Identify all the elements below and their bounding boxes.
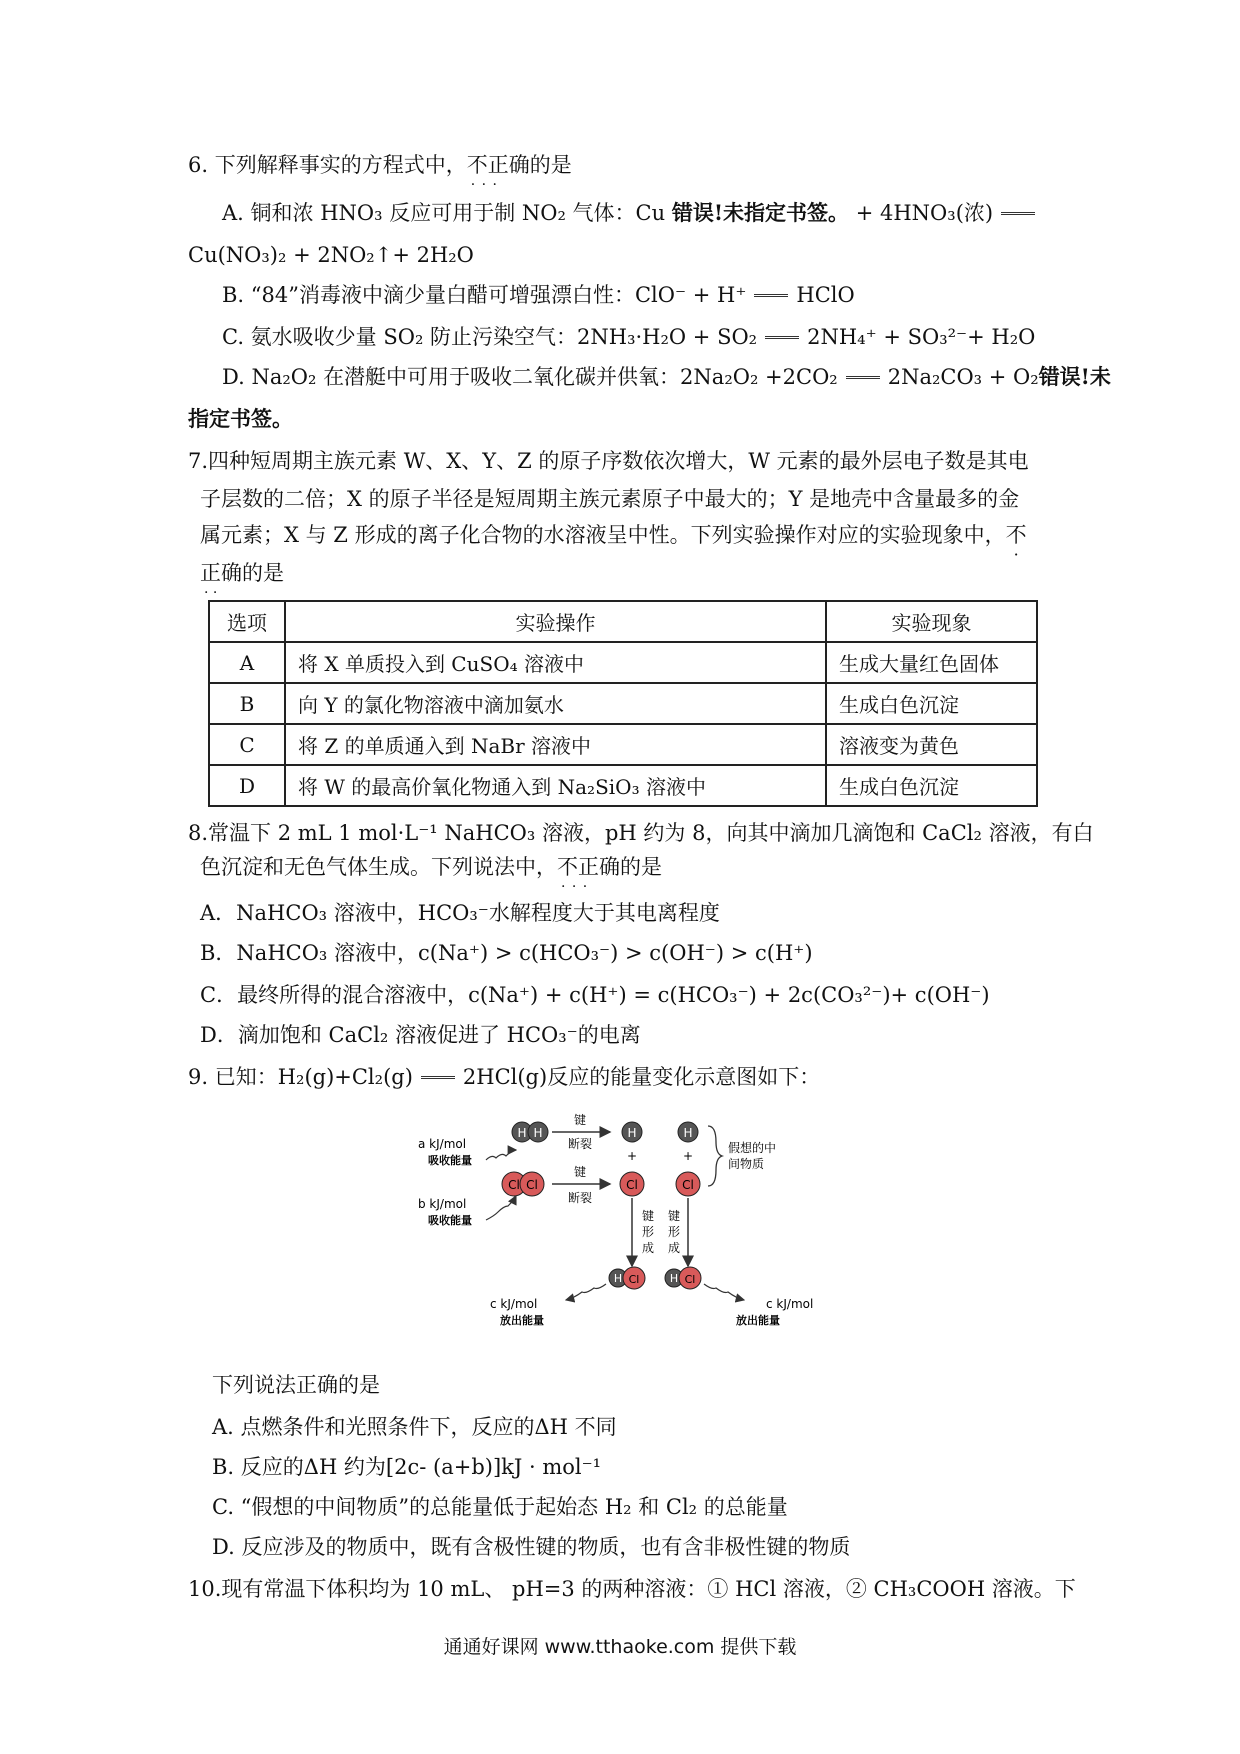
table-row bbox=[209, 724, 1037, 765]
q6-d-text: D. Na₂O₂ 在潜艇中可用于吸收二氧化碳并供氧：2Na₂O₂ +2CO₂ bbox=[222, 365, 838, 389]
q9-line1 bbox=[188, 1062, 820, 1092]
atom-label: Cl bbox=[682, 1178, 694, 1192]
table-cell: A bbox=[209, 642, 285, 683]
table-cell: 将 X 单质投入到 CuSO₄ 溶液中 bbox=[285, 642, 826, 683]
q7-line4-text: 的是 bbox=[242, 561, 284, 585]
footer: 通通好课网 www.tthaoke.com 提供下载 bbox=[443, 1636, 797, 1658]
energy-diagram bbox=[410, 1112, 850, 1332]
atom-label: Cl bbox=[508, 1178, 520, 1192]
q7-emph-b: 正确 · · bbox=[200, 558, 242, 588]
q8-option-c: C．最终所得的混合溶液中，c(Na⁺) + c(H⁺) = c(HCO₃⁻) + 2c(CO₃²⁻)+ c(OH⁻) bbox=[200, 983, 990, 1007]
table-cell: 向 Y 的氯化物溶液中滴加氨水 bbox=[285, 683, 826, 724]
q8-emph: 不正确 · · · bbox=[557, 852, 620, 882]
q6-c-text: C. 氨水吸收少量 SO₂ 防止污染空气：2NH₃·H₂O + SO₂ bbox=[222, 325, 758, 349]
table-header: 实验操作 bbox=[285, 601, 826, 642]
q7-emph-a: 不 bbox=[1005, 523, 1027, 547]
release-arrow bbox=[704, 1284, 744, 1300]
plus-sign: + bbox=[626, 1149, 638, 1163]
table-row bbox=[209, 683, 1037, 724]
q6-b-text: B. “84”消毒液中滴少量白醋可增强漂白性：ClO⁻ + H⁺ bbox=[222, 283, 747, 307]
q7-line3 bbox=[200, 520, 1027, 550]
equals-sign bbox=[1001, 212, 1035, 218]
q6-stem-end: 的是 bbox=[529, 153, 572, 177]
a-energy-label: a kJ/mol bbox=[418, 1137, 467, 1151]
c-energy-label: c kJ/mol bbox=[766, 1297, 814, 1311]
table-cell: C bbox=[209, 724, 285, 765]
q8-line2-text: 色沉淀和无色气体生成。下列说法中， bbox=[200, 855, 557, 879]
c-energy-label: c kJ/mol bbox=[490, 1297, 538, 1311]
q6-emph: 不正确 · · · bbox=[467, 150, 530, 180]
table-cell: 生成白色沉淀 bbox=[826, 765, 1037, 806]
atom-label: H bbox=[517, 1126, 527, 1140]
equals-sign bbox=[765, 336, 799, 342]
q9-prompt: 下列说法正确的是 bbox=[212, 1373, 380, 1397]
absorb-arrow bbox=[486, 1150, 516, 1160]
form-label: 形 bbox=[642, 1225, 655, 1239]
atom-label: Cl bbox=[526, 1178, 538, 1192]
table-row bbox=[209, 765, 1037, 806]
table-cell: D bbox=[209, 765, 285, 806]
brace bbox=[708, 1126, 722, 1186]
break-label: 断裂 bbox=[567, 1191, 593, 1205]
table-header: 实验现象 bbox=[826, 601, 1037, 642]
q8-line1: 8.常温下 2 mL 1 mol·L⁻¹ NaHCO₃ 溶液，pH 约为 8，向其中滴加几滴饱和 CaCl₂ 溶液，有白 bbox=[188, 821, 1094, 845]
cl2-molecule bbox=[502, 1172, 544, 1196]
release-arrow bbox=[566, 1284, 606, 1300]
atom-label: H bbox=[683, 1126, 693, 1140]
h2-molecule bbox=[512, 1122, 548, 1142]
table-cell: 将 W 的最高价氧化物通入到 Na₂SiO₃ 溶液中 bbox=[285, 765, 826, 806]
table-header: 选项 bbox=[209, 601, 285, 642]
form-label: 成 bbox=[642, 1241, 655, 1255]
atom-label: Cl bbox=[626, 1178, 638, 1192]
q10-line1: 10.现有常温下体积均为 10 mL、 pH=3 的两种溶液：① HCl 溶液，② CH₃COOH 溶液。下 bbox=[188, 1577, 1076, 1601]
q7-line2: 子层数的二倍；X 的原子半径是短周期主族元素原子中最大的；Y 是地壳中含量最多的金 bbox=[200, 487, 1020, 511]
b-energy-label: b kJ/mol bbox=[418, 1197, 467, 1211]
table-cell: 溶液变为黄色 bbox=[826, 724, 1037, 765]
table-row bbox=[209, 642, 1037, 683]
form-label: 键 bbox=[668, 1209, 681, 1223]
atom-label: Cl bbox=[684, 1273, 696, 1286]
q6-c-text2: 2NH₄⁺ + SO₃²⁻+ H₂O bbox=[807, 325, 1036, 349]
a-absorb-label: 吸收能量 bbox=[428, 1154, 472, 1167]
q9-option-a: A. 点燃条件和光照条件下，反应的ΔH 不同 bbox=[212, 1415, 617, 1439]
plus-sign: + bbox=[682, 1149, 694, 1163]
q6-option-d-cont: 指定书签。 bbox=[188, 406, 293, 431]
table-header-row bbox=[209, 601, 1037, 642]
atom-label: H bbox=[613, 1272, 623, 1285]
imaginary-label-2: 间物质 bbox=[728, 1157, 765, 1171]
q6-stem bbox=[188, 150, 572, 180]
q6-option-a-cont: Cu(NO₃)₂ + 2NO₂↑+ 2H₂O bbox=[188, 243, 474, 267]
q6-d-error: 错误!未 bbox=[1038, 364, 1111, 389]
form-label: 成 bbox=[668, 1241, 681, 1255]
atom-label: Cl bbox=[628, 1273, 640, 1286]
q8-line2 bbox=[200, 852, 662, 882]
q6-option-b bbox=[222, 280, 855, 310]
form-label: 键 bbox=[642, 1209, 655, 1223]
q9-option-b: B. 反应的ΔH 约为[2c- (a+b)]kJ · mol⁻¹ bbox=[212, 1455, 602, 1479]
atom-label: H bbox=[669, 1272, 679, 1285]
c-release-label: 放出能量 bbox=[500, 1314, 544, 1327]
q8-option-a: A．NaHCO₃ 溶液中，HCO₃⁻水解程度大于其电离程度 bbox=[200, 901, 720, 925]
q6-a-text: A. 铜和浓 HNO₃ 反应可用于制 NO₂ 气体：Cu bbox=[222, 201, 672, 225]
table-cell: 将 Z 的单质通入到 NaBr 溶液中 bbox=[285, 724, 826, 765]
q7-table bbox=[208, 600, 1038, 807]
table-cell: B bbox=[209, 683, 285, 724]
q6-option-d bbox=[222, 362, 1111, 392]
q6-stem-text: 6. 下列解释事实的方程式中， bbox=[188, 153, 467, 177]
q9-option-d: D. 反应涉及的物质中，既有含极性键的物质，也有含非极性键的物质 bbox=[212, 1535, 851, 1559]
q9-line1-text: 9. 已知：H₂(g)+Cl₂(g) bbox=[188, 1065, 413, 1089]
q6-option-c bbox=[222, 322, 1035, 352]
q6-a-error: 错误!未指定书签。 bbox=[671, 200, 850, 225]
q7-line1: 7.四种短周期主族元素 W、X、Y、Z 的原子序数依次增大，W 元素的最外层电子数是其电 bbox=[188, 449, 1029, 473]
form-label: 形 bbox=[668, 1225, 681, 1239]
bond-label: 键 bbox=[573, 1113, 587, 1127]
table-cell: 生成白色沉淀 bbox=[826, 683, 1037, 724]
hcl-molecule bbox=[665, 1267, 701, 1289]
q7-line4 bbox=[200, 558, 284, 588]
q6-d-text2: 2Na₂CO₃ + O₂ bbox=[887, 365, 1039, 389]
q8-line2-end: 的是 bbox=[620, 855, 662, 879]
absorb-arrow bbox=[486, 1196, 516, 1220]
equals-sign bbox=[421, 1076, 455, 1082]
c-release-label: 放出能量 bbox=[736, 1314, 780, 1327]
hcl-molecule bbox=[609, 1267, 645, 1289]
break-label: 断裂 bbox=[567, 1137, 593, 1151]
equals-sign bbox=[846, 376, 880, 382]
table-cell: 生成大量红色固体 bbox=[826, 642, 1037, 683]
q8-option-d: D．滴加饱和 CaCl₂ 溶液促进了 HCO₃⁻的电离 bbox=[200, 1023, 641, 1047]
b-absorb-label: 吸收能量 bbox=[428, 1214, 472, 1227]
q6-option-a bbox=[222, 198, 1043, 228]
imaginary-label: 假想的中 bbox=[728, 1141, 777, 1155]
bond-label: 键 bbox=[573, 1165, 587, 1179]
q9-line1-end: 2HCl(g)反应的能量变化示意图如下： bbox=[462, 1065, 821, 1089]
atom-label: H bbox=[533, 1126, 543, 1140]
q7-line3-text: 属元素；X 与 Z 形成的离子化合物的水溶液呈中性。下列实验操作对应的实验现象中， bbox=[200, 523, 1006, 547]
q9-option-c: C. “假想的中间物质”的总能量低于起始态 H₂ 和 Cl₂ 的总能量 bbox=[212, 1495, 788, 1519]
atom-label: H bbox=[627, 1126, 637, 1140]
equals-sign bbox=[754, 294, 788, 300]
q8-option-b: B．NaHCO₃ 溶液中，c(Na⁺) > c(HCO₃⁻) > c(OH⁻) > c(H⁺) bbox=[200, 941, 813, 965]
q6-a-text2: + 4HNO₃(浓) bbox=[855, 201, 994, 225]
q6-b-text2: HClO bbox=[796, 283, 855, 307]
